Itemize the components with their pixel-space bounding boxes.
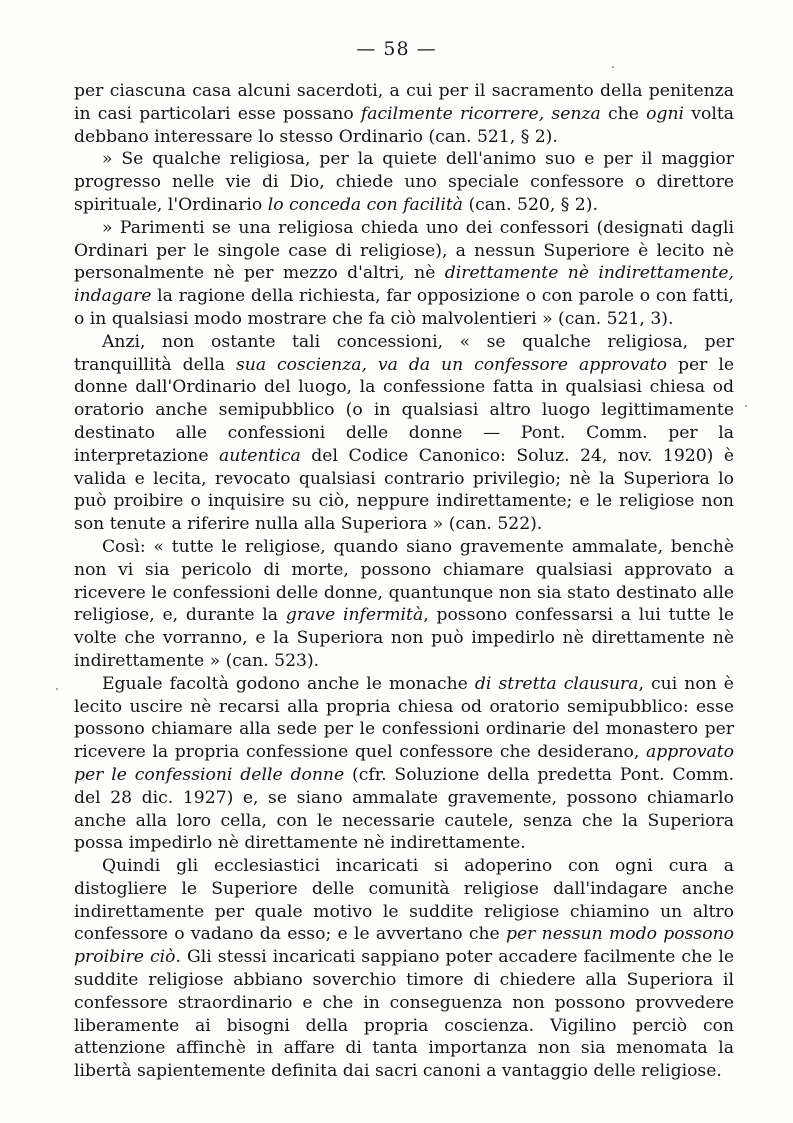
text-run: , possono confessarsi a lui tutte le volte che vorranno, e la Superiora non può impedirlo nè direttamente nè indirettamente » (can. 523). — [74, 605, 734, 671]
text-run: (cfr. Soluzione della predetta Pont. Comm. del 28 dic. 1927) e, se siano ammalate gravemente, possono chiamarlo anche alla loro cella, con le necessarie cautele, senza che la Superiora possa impedirlo nè direttamente nè indirettamente. — [74, 764, 734, 854]
paragraph-3 — [74, 217, 734, 331]
italic-run: per nessun modo possono proibire ciò — [74, 924, 734, 968]
italic-run: lo conceda con facilità — [267, 194, 463, 215]
text-run: . Gli stessi incaricati sappiano poter accadere facilmente che le suddite religiose abbiano soverchio timore di chiedere alla Superiora il confessore straordinario e che in conseguenza non possono provvedere liberamente ai bisogni della propria coscienza. Vigilino perciò con attenzione affinchè in affare di tanta importanza non sia menomata la libertà sapientemente definita dai sacri canoni a vantaggio delle religiose. — [74, 947, 735, 1082]
text-run: per le donne dall'Ordinario del luogo, la confessione fatta in qualsiasi chiesa od oratorio anche semipubblico (o in qualsiasi altro luogo legittimamente destinato alle confessioni delle donne — Pont. Comm. per la interpretazione — [74, 354, 734, 466]
paragraph-4 — [74, 331, 734, 536]
text-run: » Parimenti se una religiosa chieda uno dei confessori (designati dagli Ordinari per le singole case di religiose), a nessun Superiore è lecito nè personalmente nè per mezzo d'altri, nè — [74, 217, 734, 284]
paragraph-2 — [74, 148, 734, 216]
italic-run: ogni — [646, 103, 685, 124]
text-run: volta debbano interessare lo stesso Ordinario (can. 521, § 2). — [74, 103, 734, 147]
italic-run: di stretta clausura — [474, 673, 639, 694]
text-run: la ragione della richiesta, far opposizione o con parole o con fatti, o in qualsiasi modo mostrare che fa ciò malvolentieri » (can. 521, 3). — [74, 286, 734, 329]
italic-run: autentica — [219, 445, 301, 466]
scan-speck — [56, 688, 58, 690]
text-run: , cui non è lecito uscire nè recarsi alla propria chiesa od oratorio semipubblico: esse possono chiamare alla sede per le confessioni ordinarie del monastero per ricevere la propria confessione quel confessore che desiderano, — [74, 673, 734, 763]
italic-run: sua coscienza, va da un confessore approvato — [235, 354, 668, 375]
text-run: Anzi, non ostante tali concessioni, « se qualche religiosa, per tranquillità della — [74, 331, 734, 375]
text-run: Quindi gli ecclesiastici incaricati si adoperino con ogni cura a distogliere le Superiore delle comunità religiose dall'indagare anche indirettamente per quale motivo le suddite religiose chiamino un altro confessore o vadano da esso; e le avvertano che — [74, 856, 734, 945]
italic-run: grave infermità — [285, 605, 424, 626]
text-run: » Se qualche religiosa, per la quiete dell'animo suo e per il maggior progresso nelle vie di Dio, chiede uno speciale confessore o direttore spirituale, l'Ordinario — [74, 149, 734, 215]
scan-speck — [745, 405, 747, 407]
page-number: — 58 — — [356, 38, 437, 60]
body-text — [74, 80, 734, 1083]
text-run: Così: « tutte le religiose, quando siano gravemente ammalate, benchè non vi sia pericolo di morte, possono chiamare qualsiasi approvato a ricevere le confessioni delle donne, quantunque non sia stato destinato alle religiose, e, durante la — [74, 536, 734, 626]
text-run: per ciascuna casa alcuni sacerdoti, a cui per il sacramento della penitenza in casi particolari esse possano — [74, 81, 734, 124]
italic-run: approvato per le confessioni delle donne — [74, 742, 734, 785]
italic-run: direttamente nè indirettamente, indagare — [74, 263, 735, 307]
text-run: che — [600, 103, 647, 124]
paragraph-6 — [74, 673, 734, 855]
text-run: (can. 520, § 2). — [462, 194, 598, 215]
italic-run: facilmente ricorrere, senza — [360, 103, 601, 124]
text-run: Eguale facoltà godono anche le monache — [102, 673, 475, 694]
text-run: del Codice Canonico: Soluz. 24, nov. 1920) è valida e lecita, revocato qualsiasi contrario privilegio; nè la Superiora lo può proibire o inquisire su ciò, neppure indirettamente; e le religiose non son tenute a riferire nulla alla Superiora » (can. 522). — [74, 445, 735, 535]
paragraph-5 — [74, 536, 734, 673]
scan-speck — [612, 66, 614, 68]
paragraph-1 — [74, 80, 734, 148]
paragraph-7 — [74, 855, 734, 1083]
